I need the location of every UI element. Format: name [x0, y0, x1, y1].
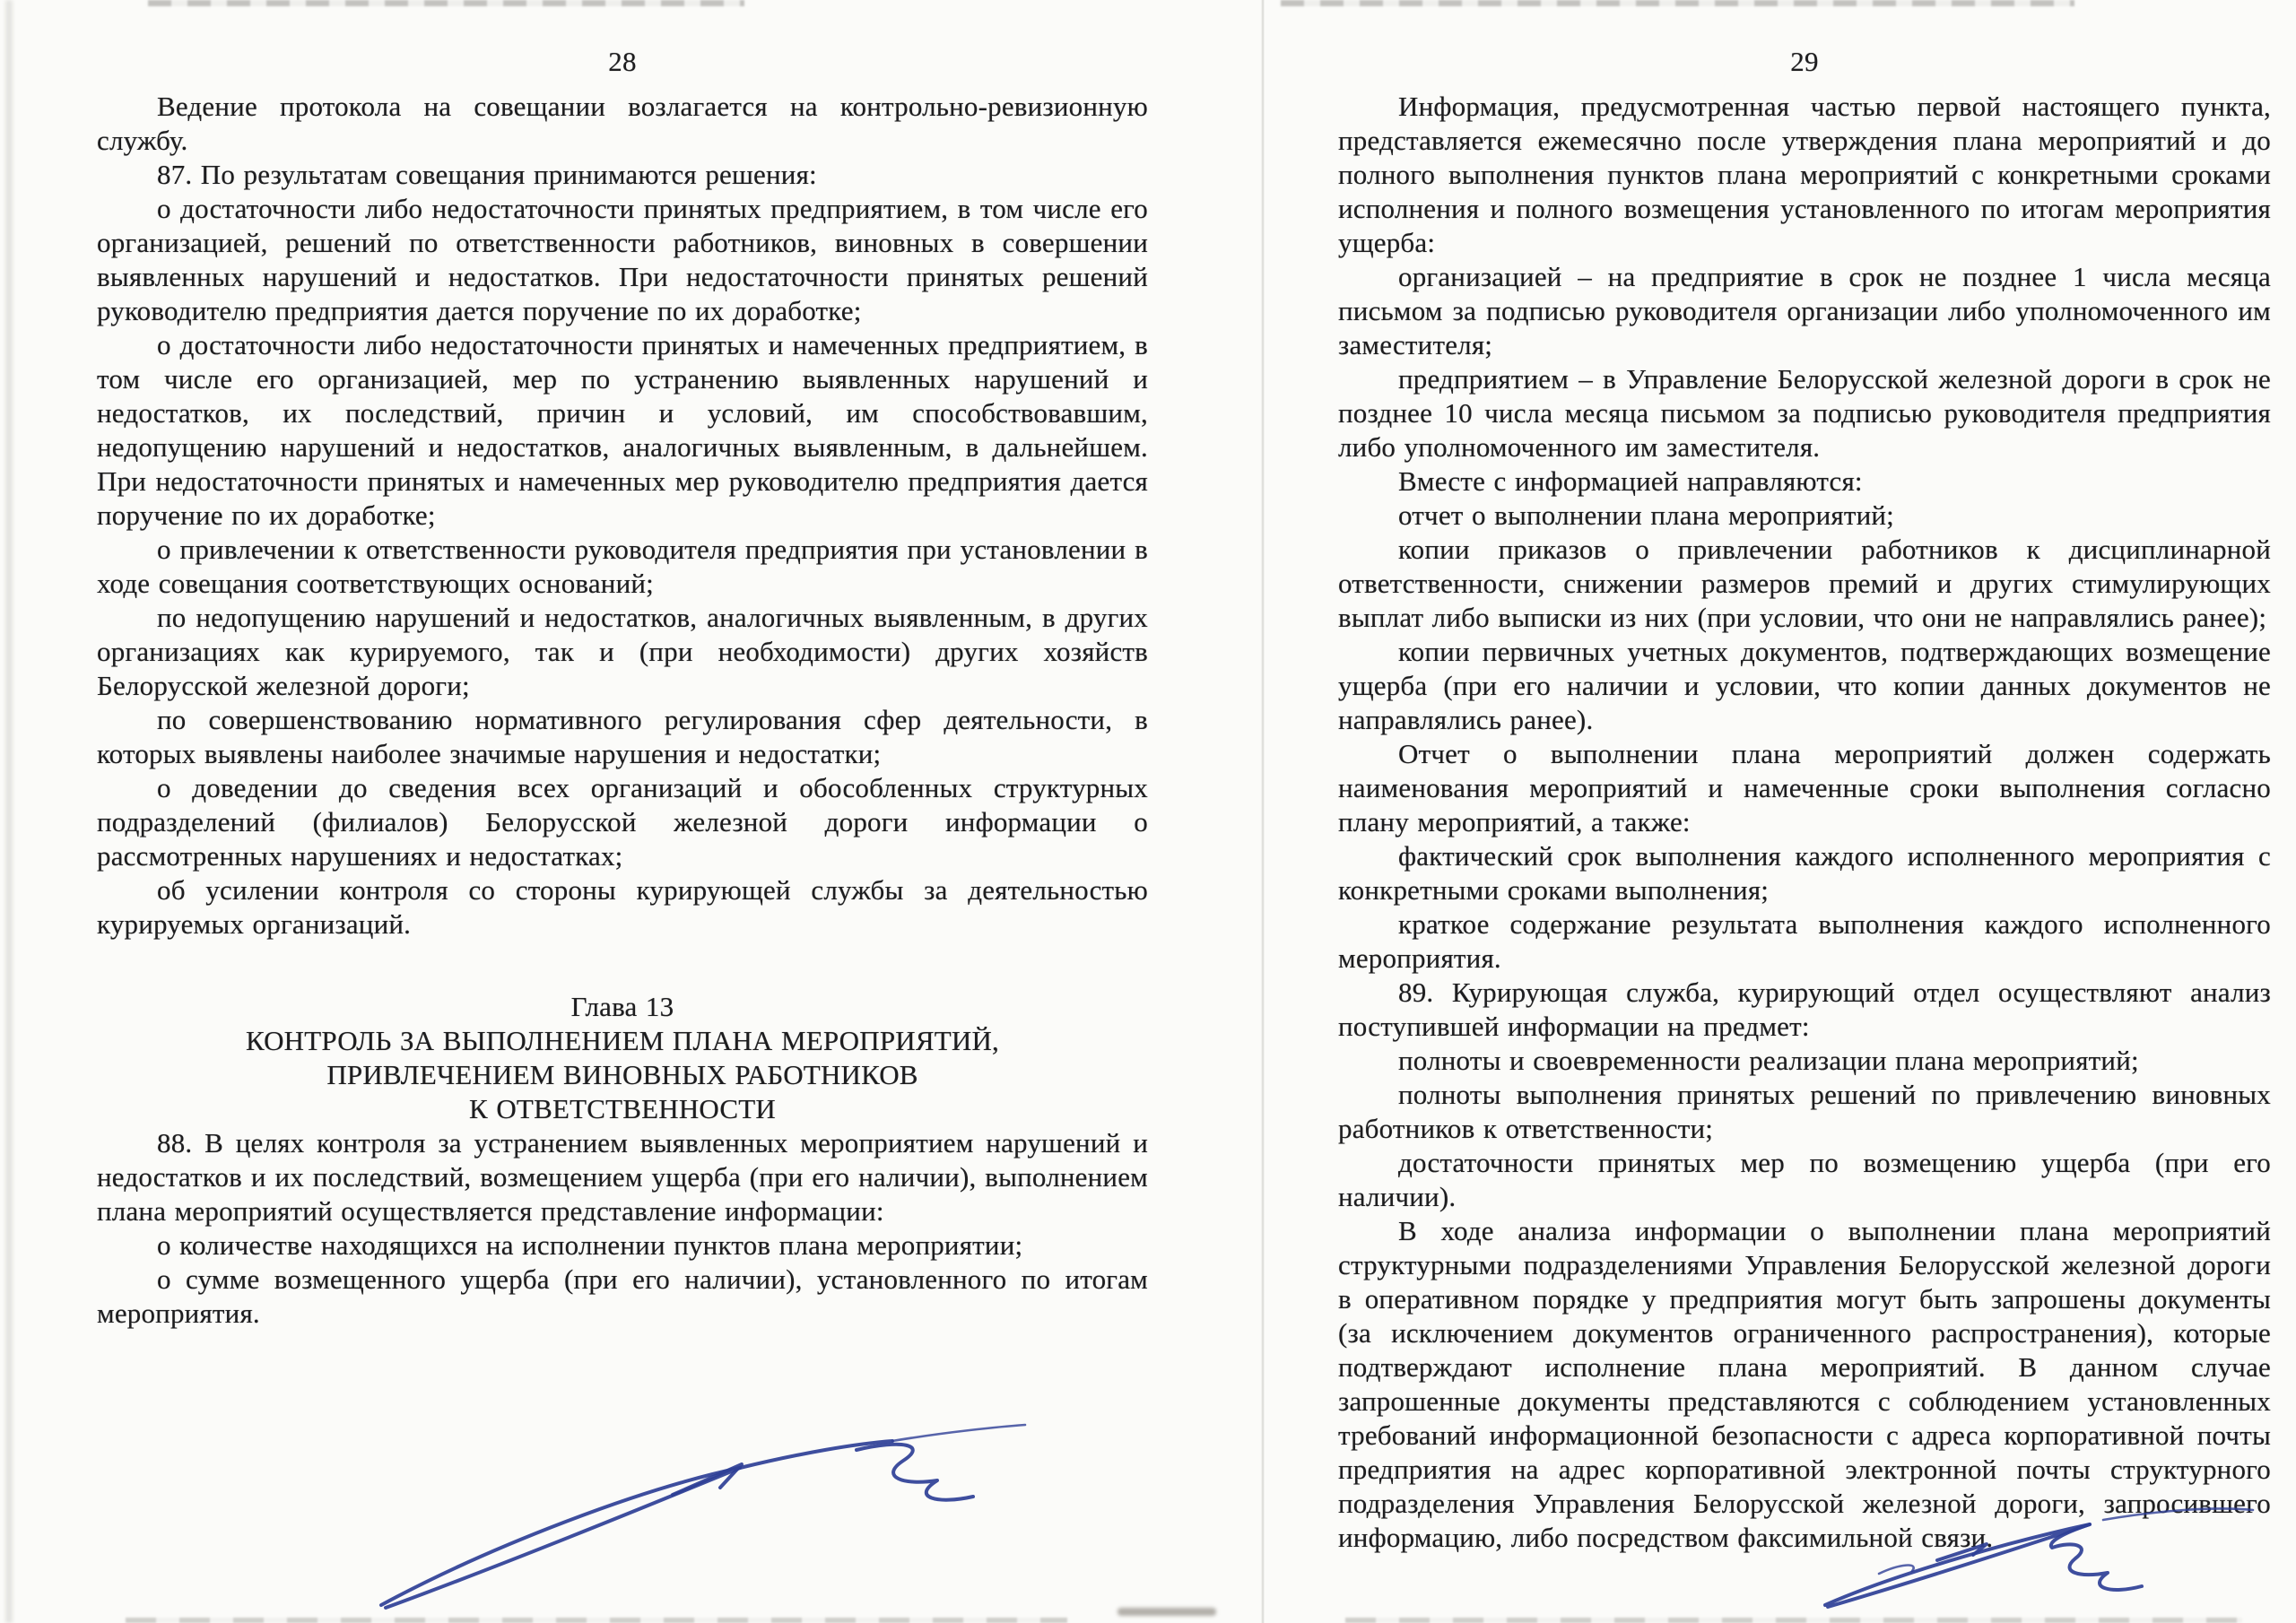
paragraph: Информация, предусмотренная частью первой настоящего пункта, представляется ежемесячно после утверждения плана мероприятий и до полного выполнения пунктов плана мероприятий с конкретными сроками исполнения и полного возмещения установленного по итогам мероприятия ущерба:: [1338, 91, 2271, 258]
paragraph: о достаточности либо недостаточности принятых предприятием, в том числе его организацией, решений по ответственности работников, виновных в совершении выявленных нарушений и недостатков. При недостаточности принятых решений руководителю предприятия дается поручение по их доработке;: [97, 193, 1148, 326]
paragraph: 87. По результатам совещания принимаются решения:: [157, 159, 817, 190]
scan-smudge: [1118, 1608, 1216, 1616]
scan-artifact-top-right: [1281, 0, 2074, 6]
chapter-label: Глава 13: [570, 991, 674, 1022]
paragraph: 89. Курирующая служба, курирующий отдел осуществляют анализ поступившей информации на предмет:: [1338, 976, 2271, 1042]
paragraph: о сумме возмещенного ущерба (при его наличии), установленного по итогам мероприятия.: [97, 1263, 1148, 1329]
paragraph: фактический срок выполнения каждого исполненного мероприятия с конкретными сроками выполнения;: [1338, 840, 2271, 906]
paragraph: по совершенствованию нормативного регулирования сфер деятельности, в которых выявлены наиболее значимые нарушения и недостатки;: [97, 704, 1148, 769]
scan-artifact-bottom-right: [1345, 1618, 2242, 1623]
paragraph: краткое содержание результата выполнения каждого исполненного мероприятия.: [1338, 908, 2271, 974]
signature-stroke: [673, 1464, 742, 1495]
signature-stroke: [2051, 1524, 2142, 1590]
signature-stroke: [1825, 1524, 2090, 1607]
scan-artifact-bottom-left: [126, 1618, 1067, 1623]
page-left-text-column: [97, 45, 1148, 1331]
page-right: [1263, 0, 2296, 1623]
paragraph: Отчет о выполнении плана мероприятий должен содержать наименования мероприятий и намеченные сроки выполнения согласно плану мероприятий, а также:: [1338, 738, 2271, 838]
paragraph: полноты и своевременности реализации плана мероприятий;: [1398, 1045, 2139, 1076]
signature-right: [1794, 1488, 2283, 1619]
page-number-left: 28: [608, 46, 637, 77]
signature-stroke: [2103, 1508, 2253, 1520]
paragraph: полноты выполнения принятых решений по привлечению виновных работников к ответственности;: [1338, 1079, 2271, 1144]
paragraph: В ходе анализа информации о выполнении плана мероприятий структурными подразделениями Управления Белорусской железной дороги в оперативном порядке у предприятия могут быть запрошены документы (за исключением документов ограниченного распространения), которые подтверждают исполнение плана мероприятий. В данном случае запрошенные документы представляются с соблюдением установленных требований информационной безопасности с адреса корпоративной почты предприятия на адрес корпоративной электронной почты структурного подразделения Управления Белорусской железной дороги, запросившего информацию, либо посредством факсимильной связи.: [1338, 1215, 2271, 1553]
paragraph: организацией – на предприятие в срок не позднее 1 числа месяца письмом за подписью руководителя организации либо уполномоченного им заместителя;: [1338, 261, 2271, 360]
scan-edge-shadow: [5, 0, 13, 1623]
paragraph: копии приказов о привлечении работников к дисциплинарной ответственности, снижении размеров премий и других стимулирующих выплат либо выписки из них (при условии, что они не направлялись ранее);: [1338, 534, 2271, 633]
paragraph: об усилении контроля со стороны курирующей службы за деятельностью курируемых организаций.: [97, 874, 1148, 940]
paragraph: по недопущению нарушений и недостатков, аналогичных выявленным, в других организациях как курируемого, так и (при необходимости) других хозяйств Белорусской железной дороги;: [97, 602, 1148, 701]
paragraph: предприятием – в Управление Белорусской железной дороги в срок не позднее 10 числа месяца письмом за подписью руководителя предприятия либо уполномоченного им заместителя.: [1338, 363, 2271, 463]
signature-stroke: [892, 1425, 1025, 1441]
paragraph: копии первичных учетных документов, подтверждающих возмещение ущерба (при его наличии и условии, что копии данных документов не направлялись ранее).: [1338, 636, 2271, 735]
signature-stroke: [857, 1445, 973, 1500]
paragraph: о доведении до сведения всех организаций и обособленных структурных подразделений (филиалов) Белорусской железной дороги информации о рассмотренных нарушениях и недостатках;: [97, 772, 1148, 872]
paragraph: о количестве находящихся на исполнении пунктов плана мероприятии;: [157, 1229, 1023, 1261]
paragraph: Ведение протокола на совещании возлагается на контрольно-ревизионную службу.: [97, 91, 1148, 156]
scan-artifact-top-left: [148, 0, 744, 6]
paragraph: о достаточности либо недостаточности принятых и намеченных предприятием, в том числе его организацией, мер по устранению выявленных нарушений и недостатков, их последствий, причин и условий, им способствовавшим, недопущению нарушений и недостатков, аналогичных выявленным, в дальнейшем. При недостаточности принятых и намеченных мер руководителю предприятия дается поручение по их доработке;: [97, 329, 1148, 531]
spacer: [97, 942, 1148, 990]
chapter-title-line: КОНТРОЛЬ ЗА ВЫПОЛНЕНИЕМ ПЛАНА МЕРОПРИЯТИЙ,: [245, 1025, 1000, 1056]
chapter-title-line: ПРИВЛЕЧЕНИЕМ ВИНОВНЫХ РАБОТНИКОВ: [326, 1059, 918, 1090]
paragraph: о привлечении к ответственности руководителя предприятия при установлении в ходе совещания соответствующих оснований;: [97, 534, 1148, 599]
paragraph: Вместе с информацией направляются:: [1398, 465, 1863, 497]
page-seam: [1261, 0, 1265, 1623]
signature-left: [354, 1412, 1045, 1623]
chapter-title-line: К ОТВЕТСТВЕННОСТИ: [469, 1093, 776, 1124]
paragraph: отчет о выполнении плана мероприятий;: [1398, 499, 1894, 531]
page-right-text-column: [1338, 45, 2271, 1555]
paragraph: достаточности принятых мер по возмещению ущерба (при его наличии).: [1338, 1147, 2271, 1212]
page-number-right: 29: [1790, 46, 1819, 77]
signature-stroke: [740, 1441, 892, 1468]
paragraph: 88. В целях контроля за устранением выявленных мероприятием нарушений и недостатков и их последствий, возмещением ущерба (при его наличии), выполнением плана мероприятий осуществляется представление информации:: [97, 1127, 1148, 1227]
